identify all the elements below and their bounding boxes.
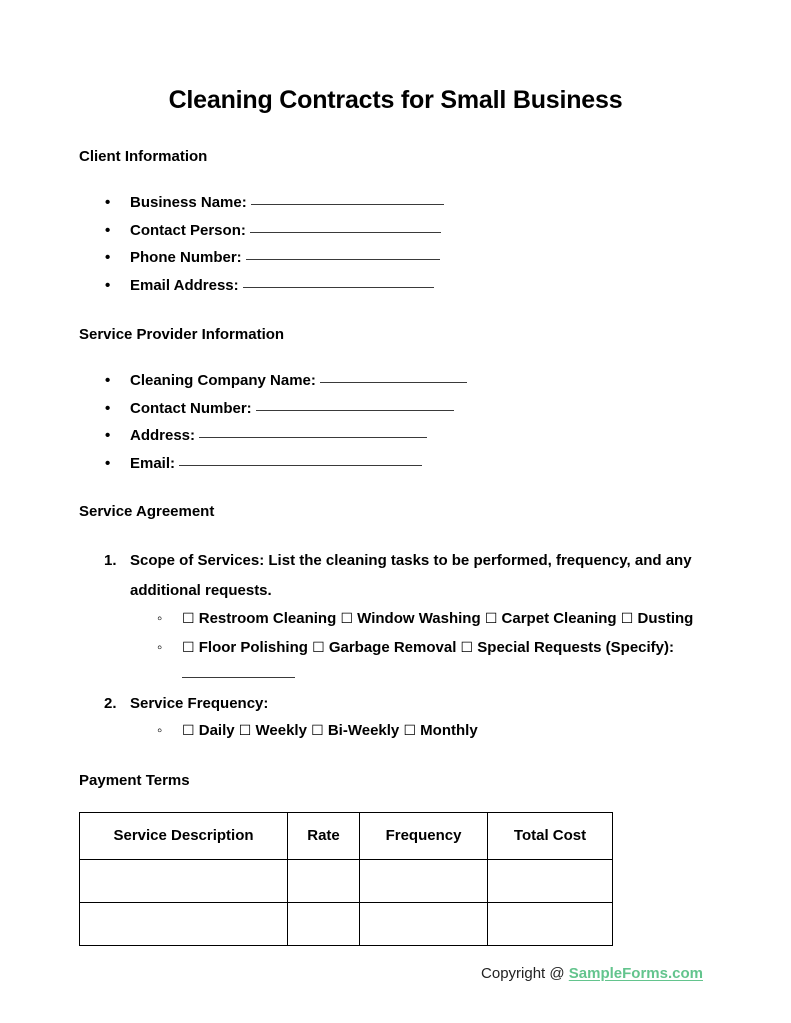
field-label-email: Email: — [130, 454, 176, 472]
blank-line-special-requests[interactable] — [182, 665, 295, 678]
column-header-service-description: Service Description — [80, 812, 288, 859]
checkbox-label-garbage-removal: Garbage Removal — [328, 638, 457, 656]
table-body — [80, 859, 613, 945]
list-item-address — [79, 422, 712, 450]
section-heading-client-information: Client Information — [79, 148, 208, 165]
cell-total-cost[interactable] — [488, 902, 613, 945]
section-heading-payment-terms: Payment Terms — [79, 771, 190, 789]
section-heading-service-provider-information: Service Provider Information — [79, 326, 285, 343]
blank-line-phone-number[interactable] — [246, 247, 440, 260]
column-header-rate: Rate — [288, 812, 360, 859]
list-number-2 — [104, 690, 117, 718]
checkbox-label-dusting: Dusting — [637, 610, 694, 627]
field-label-phone-number: Phone Number: — [130, 249, 242, 266]
table-header-row — [80, 812, 613, 859]
blank-line-email-address[interactable] — [243, 275, 434, 288]
scope-of-services-options — [130, 605, 712, 690]
checkbox-row-cleaning-tasks-1 — [130, 605, 712, 634]
list-item-contact-person — [79, 217, 712, 245]
blank-line-contact-number[interactable] — [256, 398, 454, 411]
cell-rate[interactable] — [288, 902, 360, 945]
cell-rate[interactable] — [288, 859, 360, 902]
footer-link-sampleforms[interactable]: SampleForms.com — [568, 965, 703, 982]
checkbox-bi-weekly-icon[interactable]: ☐ — [311, 723, 324, 739]
list-item-email — [79, 450, 712, 478]
checkbox-special-requests-icon[interactable]: ☐ — [460, 639, 474, 656]
blank-line-email[interactable] — [179, 453, 422, 466]
blank-line-contact-person[interactable] — [250, 220, 441, 233]
footer-copyright-prefix: Copyright @ — [481, 965, 569, 982]
list-item-contact-number — [79, 395, 712, 423]
list-item-text-scope-of-services: Scope of Services: List the cleaning tasks to be performed, frequency, and any additional requests. — [130, 552, 692, 599]
list-number-1 — [104, 546, 117, 576]
table-row — [80, 859, 613, 902]
checkbox-label-window-washing: Window Washing — [357, 610, 481, 627]
table-row — [80, 902, 613, 945]
cell-service-description[interactable] — [80, 859, 288, 902]
field-label-business-name: Business Name: — [130, 194, 247, 211]
checkbox-dusting-icon[interactable]: ☐ — [620, 611, 634, 627]
field-label-address: Address: — [130, 427, 196, 444]
column-header-frequency: Frequency — [360, 812, 488, 859]
blank-line-cleaning-company-name[interactable] — [320, 370, 467, 383]
list-item-business-name — [79, 189, 712, 217]
section-heading-service-agreement: Service Agreement — [79, 503, 215, 520]
checkbox-window-washing-icon[interactable]: ☐ — [340, 611, 353, 627]
list-item-phone-number — [79, 244, 712, 272]
list-item-scope-of-services — [79, 546, 712, 690]
checkbox-monthly-icon[interactable]: ☐ — [403, 723, 416, 739]
footer-copyright — [481, 963, 703, 985]
checkbox-weekly-icon[interactable]: ☐ — [238, 723, 252, 739]
list-item-text-service-frequency: Service Frequency: — [130, 694, 269, 712]
service-provider-information-list — [79, 344, 712, 477]
blank-line-address[interactable] — [199, 425, 427, 438]
cell-service-description[interactable] — [80, 902, 288, 945]
field-label-contact-number: Contact Number: — [130, 399, 252, 417]
checkbox-label-monthly: Monthly — [420, 722, 478, 739]
blank-line-business-name[interactable] — [251, 192, 444, 205]
checkbox-restroom-cleaning-icon[interactable]: ☐ — [182, 611, 195, 627]
cell-total-cost[interactable] — [488, 859, 613, 902]
service-agreement-list — [79, 521, 712, 746]
service-frequency-options — [130, 717, 712, 746]
page-title: Cleaning Contracts for Small Business — [168, 86, 623, 114]
checkbox-row-service-frequency — [130, 717, 712, 746]
checkbox-daily-icon[interactable]: ☐ — [182, 723, 195, 739]
cell-frequency[interactable] — [360, 902, 488, 945]
checkbox-row-cleaning-tasks-2 — [130, 634, 712, 690]
column-header-total-cost: Total Cost — [488, 812, 613, 859]
checkbox-label-weekly: Weekly — [255, 722, 307, 739]
checkbox-label-restroom-cleaning: Restroom Cleaning — [198, 610, 337, 627]
checkbox-label-floor-polishing: Floor Polishing — [198, 638, 308, 656]
list-item-email-address — [79, 272, 712, 300]
cell-frequency[interactable] — [360, 859, 488, 902]
field-label-contact-person: Contact Person: — [130, 221, 246, 239]
list-item-service-frequency — [79, 690, 712, 746]
payment-terms-table-wrapper — [79, 790, 712, 946]
client-information-list — [79, 166, 712, 299]
checkbox-floor-polishing-icon[interactable]: ☐ — [182, 639, 195, 656]
checkbox-label-bi-weekly: Bi-Weekly — [327, 722, 400, 739]
checkbox-label-special-requests: Special Requests (Specify): — [477, 638, 675, 656]
list-item-cleaning-company-name — [79, 367, 712, 395]
field-label-cleaning-company-name: Cleaning Company Name: — [130, 372, 316, 389]
checkbox-carpet-cleaning-icon[interactable]: ☐ — [484, 611, 498, 627]
checkbox-garbage-removal-icon[interactable]: ☐ — [312, 639, 325, 656]
checkbox-label-carpet-cleaning: Carpet Cleaning — [501, 610, 617, 627]
field-label-email-address: Email Address: — [130, 276, 239, 294]
checkbox-label-daily: Daily — [198, 722, 235, 739]
table-header — [80, 812, 613, 859]
payment-terms-table — [79, 812, 613, 946]
